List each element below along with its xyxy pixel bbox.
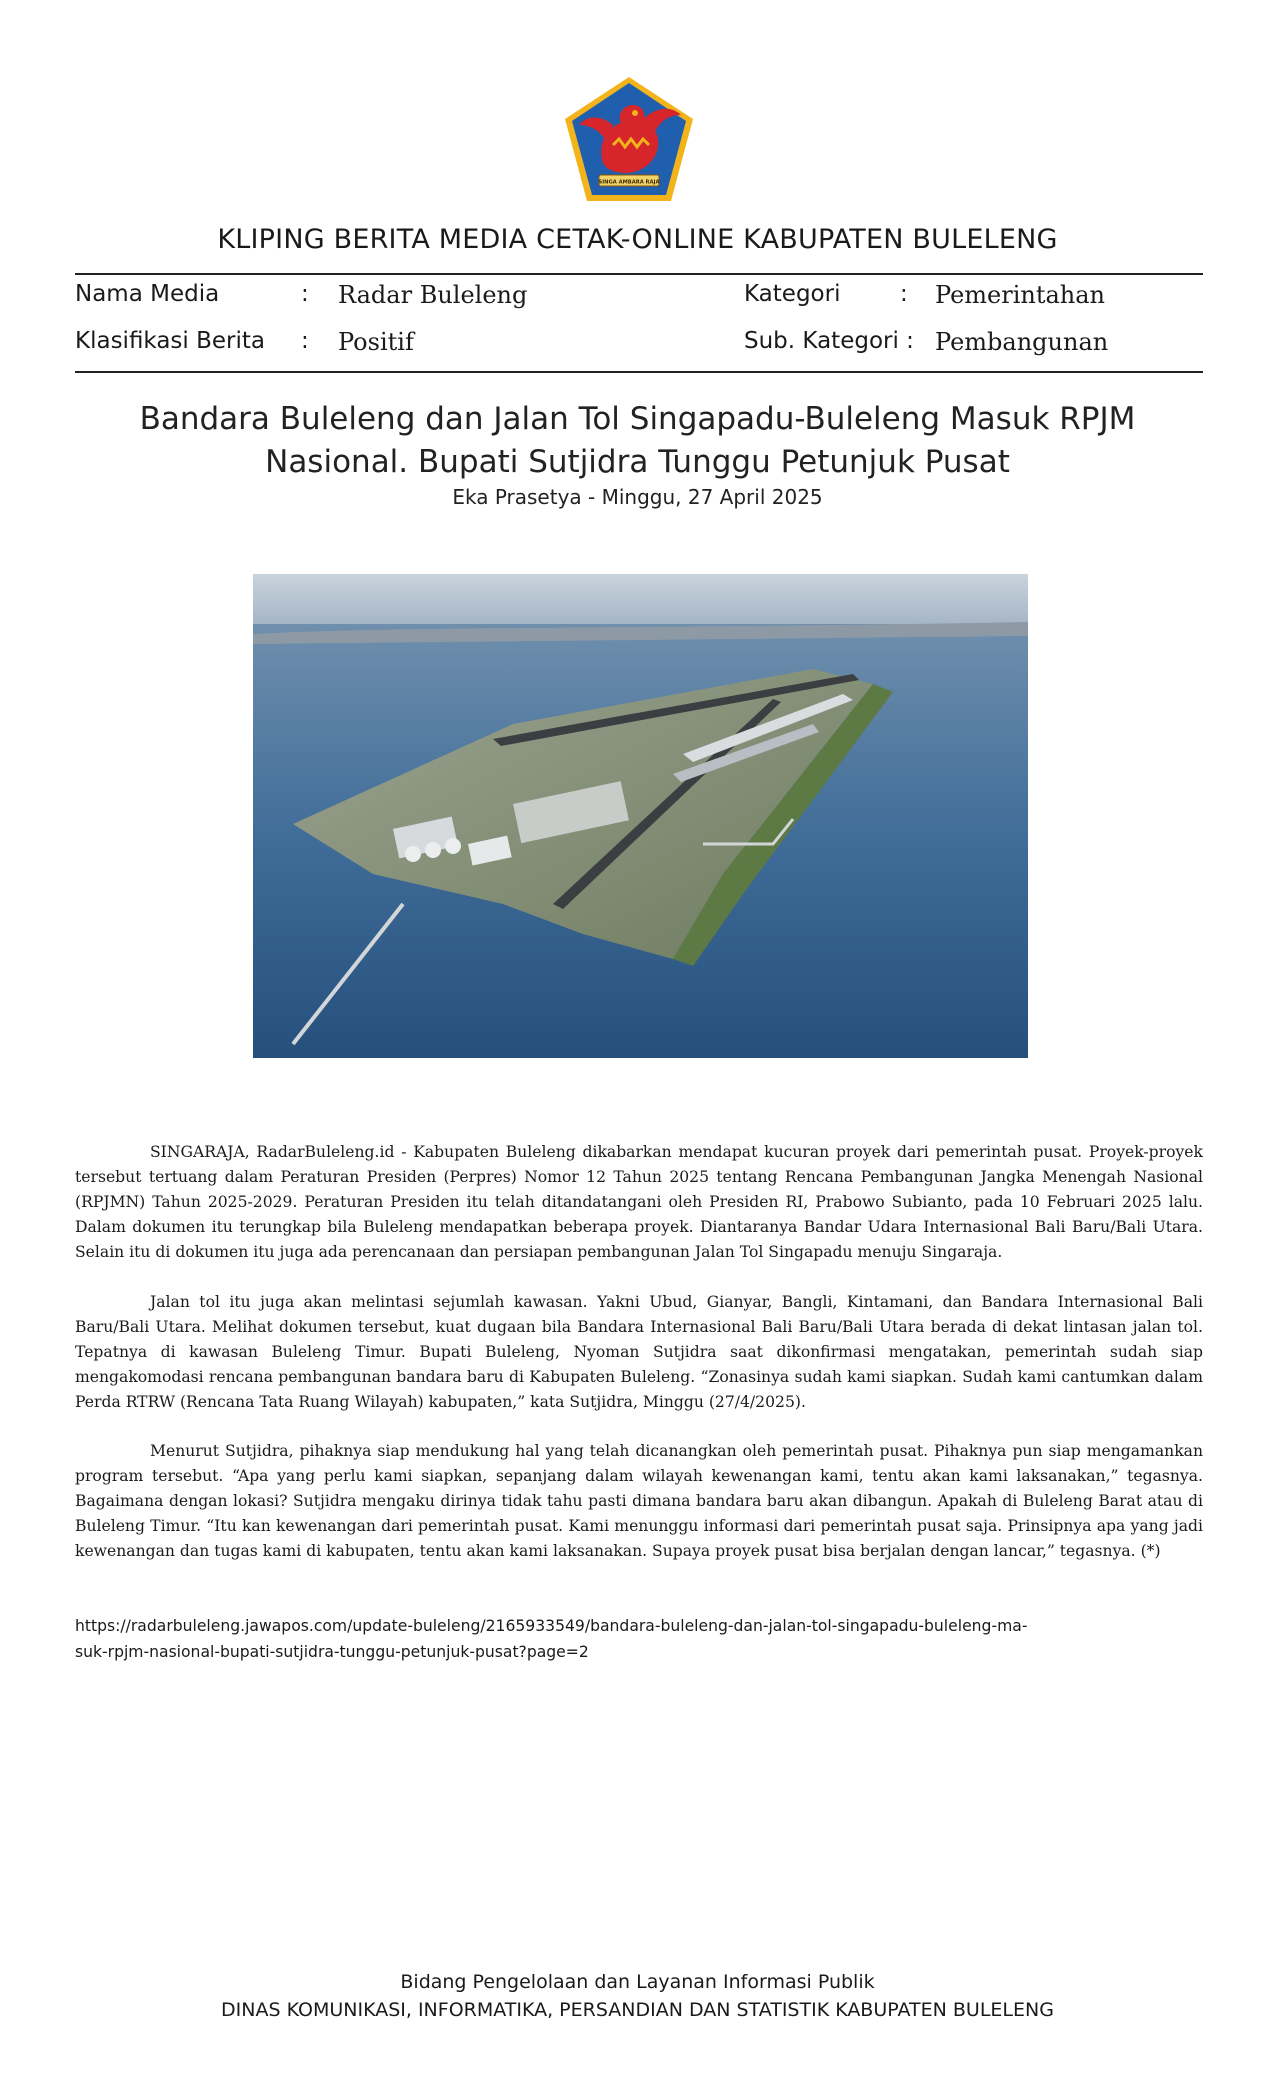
- crest-logo: [563, 75, 695, 203]
- media-label: Nama Media: [75, 281, 220, 307]
- subkategori-label: Sub. Kategori :: [744, 328, 914, 354]
- footer-agency: DINAS KOMUNIKASI, INFORMATIKA, PERSANDIAN DAN STATISTIK KABUPATEN BULELENG: [221, 1999, 1054, 2021]
- source-url-line-2[interactable]: suk-rpjm-nasional-bupati-sutjidra-tunggu-petunjuk-pusat?page=2: [75, 1643, 589, 1661]
- source-url-line-1[interactable]: https://radarbuleleng.jawapos.com/update-buleleng/2165933549/bandara-buleleng-dan-jalan-tol-singapadu-buleleng-ma-: [75, 1617, 1028, 1635]
- article-paragraph-1: [75, 1140, 1203, 1265]
- media-colon: :: [301, 281, 309, 307]
- headline-line-2: Nasional. Bupati Sutjidra Tunggu Petunjuk Pusat: [265, 444, 1010, 480]
- article-paragraph-2: [75, 1290, 1203, 1415]
- media-value: Radar Buleleng: [338, 281, 528, 309]
- article-photo: [253, 574, 1028, 1058]
- source-url[interactable]: [75, 1613, 1203, 1665]
- paragraph-text: Menurut Sutjidra, pihaknya siap mendukung hal yang telah dicanangkan oleh pemerintah pusat. Pihaknya pun siap mengamankan program tersebut. “Apa yang perlu kami siapkan, sepanjang dalam wilayah kewenangan kami, tentu akan kami laksanakan,” tegasnya. Bagaimana dengan lokasi? Sutjidra mengaku dirinya tidak tahu pasti dimana bandara baru akan dibangun. Apakah di Buleleng Barat atau di Buleleng Timur. “Itu kan kewenangan dari pemerintah pusat. Kami menunggu informasi dari pemerintah pusat saja. Prinsipnya apa yang jadi kewenangan dan tugas kami di kabupaten, tentu akan kami laksanakan. Supaya proyek pusat bisa berjalan dengan lancar,” tegasnya. (*): [75, 1442, 1203, 1560]
- paragraph-text: SINGARAJA, RadarBuleleng.id - Kabupaten Buleleng dikabarkan mendapat kucuran proyek dari pemerintah pusat. Proyek-proyek tersebut tertuang dalam Peraturan Presiden (Perpres) Nomor 12 Tahun 2025 tentang Rencana Pembangunan Jangka Menengah Nasional (RPJMN) Tahun 2025-2029. Peraturan Presiden itu telah ditandatangani oleh Presiden RI, Prabowo Subianto, pada 10 Februari 2025 lalu. Dalam dokumen itu terungkap bila Buleleng mendapatkan beberapa proyek. Diantaranya Bandar Udara Internasional Bali Baru/Bali Utara. Selain itu di dokumen itu juga ada perencanaan dan persiapan pembangunan Jalan Tol Singapadu menuju Singaraja.: [75, 1143, 1203, 1261]
- klasifikasi-value: Positif: [338, 328, 414, 356]
- kategori-colon: :: [900, 281, 908, 307]
- klasifikasi-label: Klasifikasi Berita: [75, 328, 266, 354]
- clipping-header-title: KLIPING BERITA MEDIA CETAK-ONLINE KABUPATEN BULELENG: [217, 224, 1058, 255]
- paragraph-text: Jalan tol itu juga akan melintasi sejumlah kawasan. Yakni Ubud, Gianyar, Bangli, Kintamani, dan Bandara Internasional Bali Baru/Bali Utara. Melihat dokumen tersebut, kuat dugaan bila Bandara Internasional Bali Baru/Bali Utara berada di dekat lintasan jalan tol. Tepatnya di kawasan Buleleng Timur. Bupati Buleleng, Nyoman Sutjidra saat dikonfirmasi mengatakan, pemerintah sudah siap mengakomodasi rencana pembangunan bandara baru di Kabupaten Buleleng. “Zonasinya sudah kami siapkan. Sudah kami cantumkan dalam Perda RTRW (Rencana Tata Ruang Wilayah) kabupaten,” kata Sutjidra, Minggu (27/4/2025).: [75, 1293, 1203, 1411]
- headline-line-1: Bandara Buleleng dan Jalan Tol Singapadu-Buleleng Masuk RPJM: [139, 401, 1136, 437]
- klasifikasi-colon: :: [301, 328, 309, 354]
- header-divider-top: [75, 273, 1203, 275]
- article-byline: Eka Prasetya - Minggu, 27 April 2025: [452, 485, 823, 509]
- subkategori-value: Pembangunan: [935, 328, 1109, 356]
- header-divider-bottom: [75, 371, 1203, 373]
- footer-department: Bidang Pengelolaan dan Layanan Informasi Publik: [400, 1971, 875, 1993]
- article-paragraph-3: [75, 1439, 1203, 1564]
- article-headline: [90, 398, 1185, 484]
- kategori-label: Kategori: [744, 281, 841, 307]
- crest-motto: SINGA AMBARA RAJA: [598, 179, 660, 186]
- kategori-value: Pemerintahan: [935, 281, 1106, 309]
